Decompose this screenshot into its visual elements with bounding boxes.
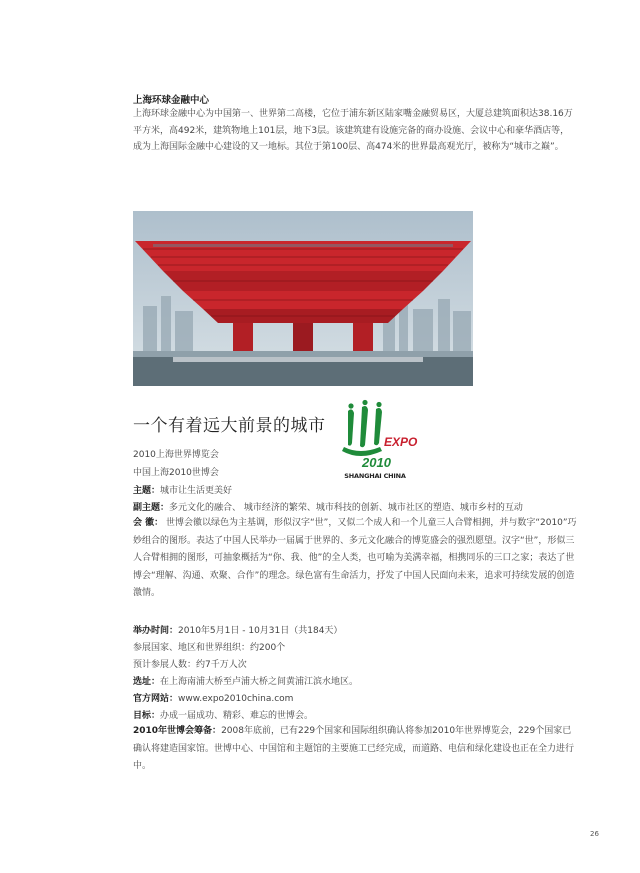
subtheme-value: 多元文化的融合、 城市经济的繁荣、城市科技的创新、城市社区的塑造、城市乡村的互动 xyxy=(169,503,523,513)
expo-2010-logo xyxy=(340,403,418,485)
logo-subtitle: SHANGHAI CHINA xyxy=(344,472,406,480)
goal-line xyxy=(133,708,313,721)
goal-label: 目标： xyxy=(133,711,161,721)
period-line xyxy=(133,623,342,636)
pavilion-illustration xyxy=(133,211,473,386)
section-title-swfc: 上海环球金融中心 xyxy=(133,95,210,106)
emblem-label: 会 徽： xyxy=(133,518,164,528)
expo-title-line: 2010上海世界博览会 xyxy=(133,450,219,460)
swfc-description: 上海环球金融中心为中国第一、世界第二高楼，它位于浦东新区陆家嘴金融贸易区，大厦总建筑面积达38.16万平方米，高492米，建筑物地上101层，地下3层。该建筑建有设施完备的商办设施、会议中心和豪华酒店等，成为上海国际金融中心建设的又一地标。其位于第100层、高474米的世界最高观光厅，被称为“城市之巅”。 xyxy=(133,109,573,152)
period-value: 2010年5月1日 - 10月31日（共184天） xyxy=(178,626,343,636)
site-value: 在上海南浦大桥至卢浦大桥之间黄浦江滨水地区。 xyxy=(160,677,359,687)
svg-text:EXPO: EXPO xyxy=(384,435,418,449)
theme-value: 城市让生活更美好 xyxy=(160,486,233,496)
prep-paragraph xyxy=(133,723,578,776)
subtheme-line xyxy=(133,500,523,513)
theme-line xyxy=(133,483,232,496)
expo-subtitle-line: 中国上海2010世博会 xyxy=(133,468,219,478)
emblem-value: 世博会徽以绿色为主基调，形似汉字“世”，又似二个成人和一个儿童三人合臂相拥，并与数字“2010”巧妙组合的图形。表达了中国人民举办一届属于世界的、多元文化融合的博览盛会的强烈愿望。汉字“世”，形似三人合臂相拥的图形，可抽象概括为“你、我、他”的全人类，也可喻为美满幸福，相携同乐的三口之家；表达了世博会“理解、沟通、欢聚、合作”的理念。绿色富有生命活力，抒发了中国人民面向未来，追求可持续发展的创造激情。 xyxy=(133,518,577,598)
visitors-line: 预计参展人数：约7千万人次 xyxy=(133,660,247,670)
prep-value: 2008年底前，已有229个国家和国际组织确认将参加2010年世界博览会，229个国家已确认将建造国家馆。世博中心、中国馆和主题馆的主要施工已经完成，而道路、电信和绿化建设也正在全力进行中。 xyxy=(133,726,575,771)
section-heading: 一个有着远大前景的城市 xyxy=(133,416,326,436)
page-number: 26 xyxy=(590,830,599,838)
expo-emblem-icon xyxy=(340,403,418,471)
site-label: 选址： xyxy=(133,677,161,687)
theme-label: 主题： xyxy=(133,486,161,496)
website-line xyxy=(133,691,293,704)
svg-text:2010: 2010 xyxy=(362,455,391,470)
subtheme-label: 副主题： xyxy=(133,503,170,513)
emblem-paragraph xyxy=(133,515,578,603)
period-label: 举办时间： xyxy=(133,626,179,636)
website-link[interactable]: www.expo2010china.com xyxy=(178,694,294,704)
site-line xyxy=(133,674,358,687)
prep-label: 2010年世博会筹备： xyxy=(133,726,222,736)
china-pavilion-photo xyxy=(133,211,473,386)
goal-value: 办成一届成功、精彩、难忘的世博会。 xyxy=(160,711,314,721)
participants-line: 参展国家、地区和世界组织：约200个 xyxy=(133,643,286,653)
website-label: 官方网站： xyxy=(133,694,179,704)
